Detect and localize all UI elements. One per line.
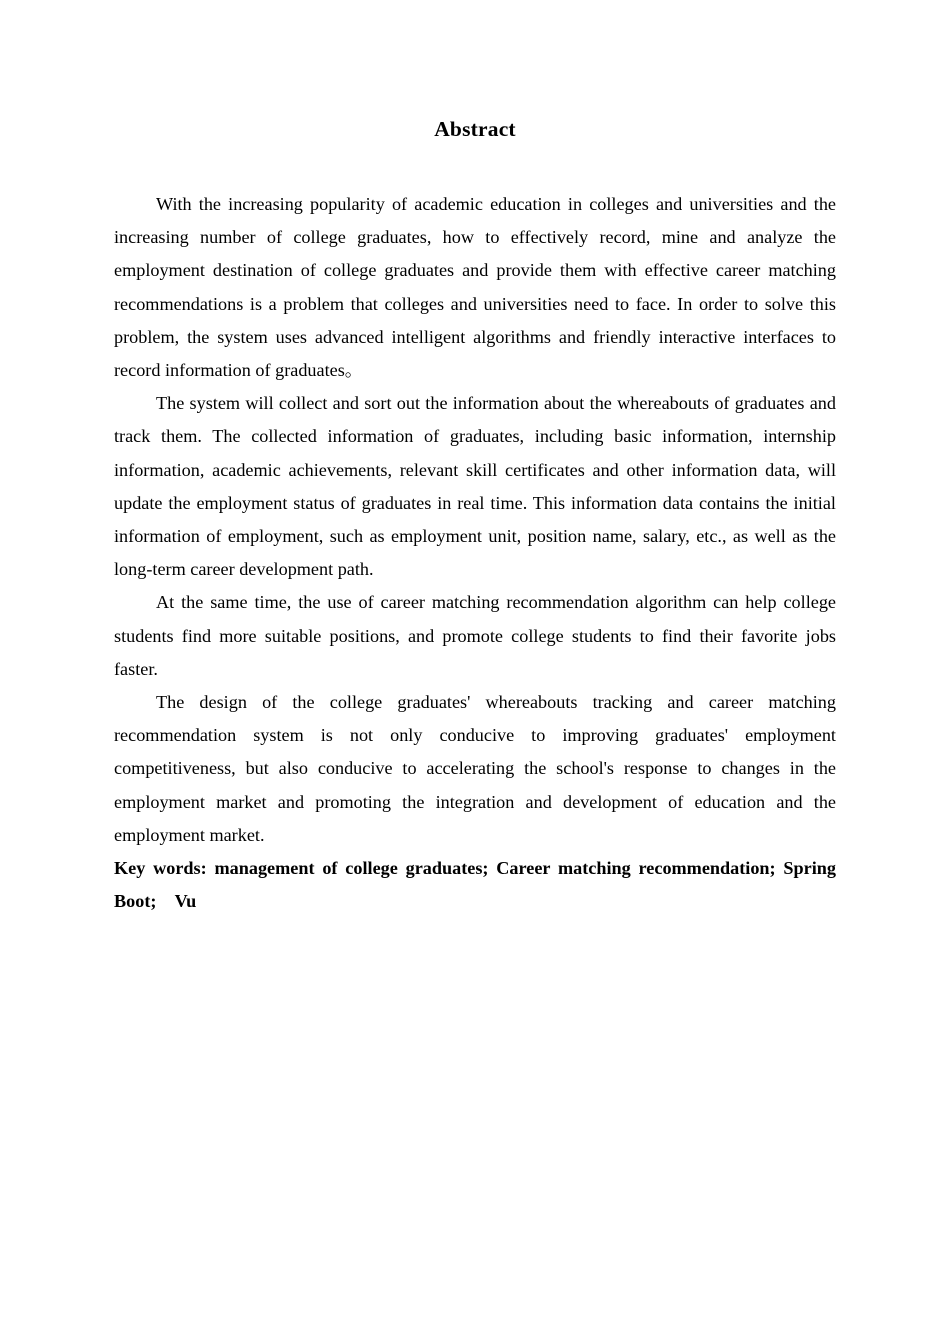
abstract-paragraph-3: At the same time, the use of career matching recommendation algorithm can help college students find more suitable positions, and promote college students to find their favorite jobs faster. — [114, 592, 836, 679]
page-title: Abstract — [434, 117, 516, 141]
abstract-body — [114, 188, 836, 918]
abstract-paragraph-4: The design of the college graduates' whereabouts tracking and career matching recommendation system is not only conducive to improving graduates' employment competitiveness, but also conducive to accelerating the school's response to changes in the employment market and promoting the integration and development of education and the employment market. — [114, 692, 836, 845]
keywords-line: Key words: management of college graduates; Career matching recommendation; Spring Boot; Vu — [114, 858, 836, 912]
abstract-paragraph-1: With the increasing popularity of academic education in colleges and universities and the increasing number of college graduates, how to effectively record, mine and analyze the employment destination of college graduates and provide them with effective career matching recommendations is a problem that colleges and universities need to face. In order to solve this problem, the system uses advanced intelligent algorithms and friendly interactive interfaces to record information of graduates。 — [114, 194, 836, 381]
abstract-paragraph-2: The system will collect and sort out the information about the whereabouts of graduates and track them. The collected information of graduates, including basic information, internship information, academic achievements, relevant skill certificates and other information data, will update the employment status of graduates in real time. This information data contains the initial information of employment, such as employment unit, position name, salary, etc., as well as the long-term career development path. — [114, 393, 836, 580]
